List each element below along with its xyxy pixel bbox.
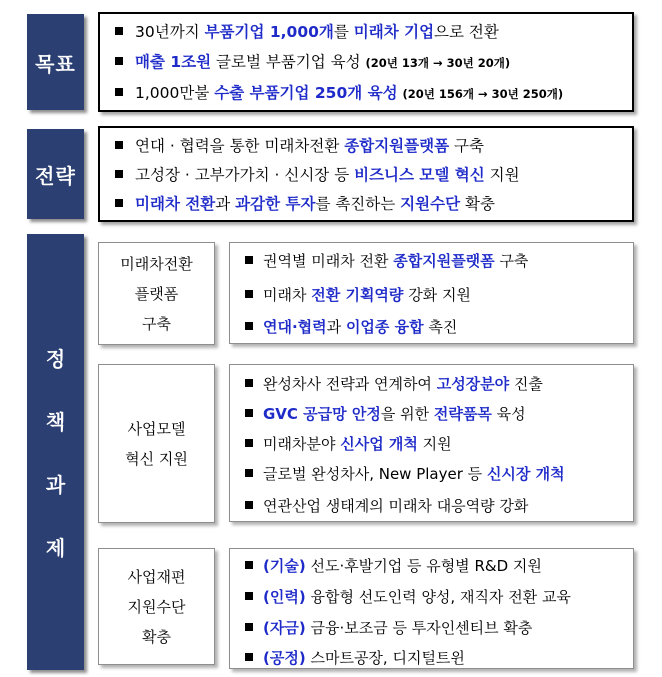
- plain-text: 완성차사 전략과 연계하여: [263, 375, 437, 393]
- plain-text: 으로 전환: [434, 23, 499, 41]
- plain-text: 촉진: [423, 318, 458, 336]
- plain-text: 연대 · 협력을 통한 미래차전환: [135, 137, 345, 155]
- plain-text: 금융·보조금 등 투자인센티브 확충: [305, 619, 533, 637]
- policy-group-label-line: 사업모델: [127, 419, 186, 438]
- bullet-icon: [115, 88, 123, 96]
- highlight-text: (기술): [263, 557, 306, 575]
- goal-heading: [27, 14, 84, 110]
- bullet-icon: [245, 653, 253, 661]
- bullet-icon: [115, 170, 123, 178]
- highlight-text: 과감한 투자: [235, 195, 316, 213]
- policy-item-text: [263, 316, 457, 337]
- plain-text: 과: [215, 195, 236, 213]
- policy-group-items: [229, 548, 634, 669]
- policy-item-text: [263, 433, 452, 454]
- highlight-text: 매출 1조원: [135, 53, 212, 71]
- plain-text: 스마트공장, 디지털트윈: [305, 649, 465, 667]
- goal-box: [98, 12, 634, 112]
- policy-group-label-line: 확충: [142, 627, 171, 646]
- bullet-icon: [245, 379, 253, 387]
- highlight-text: 미래차 기업: [353, 23, 435, 41]
- highlight-text: 고성장분야: [436, 375, 510, 393]
- bullet-icon: [245, 623, 253, 631]
- highlight-text: 종합지원플랫폼: [393, 252, 495, 270]
- policy-group-items: [229, 242, 634, 344]
- bullet-icon: [245, 501, 253, 509]
- policy-heading-char: 정: [45, 347, 66, 371]
- plain-text: 육성: [491, 405, 526, 423]
- policy-heading-char: 과: [45, 473, 66, 497]
- bullet-icon: [245, 322, 253, 330]
- policy-item-text: [263, 647, 465, 668]
- highlight-text: 비즈니스 모델 혁신: [354, 166, 485, 184]
- highlight-text: GVC 공급망 안정: [263, 405, 381, 423]
- policy-item-text: [263, 586, 571, 607]
- bullet-icon: [245, 256, 253, 264]
- strategy-item-text: [135, 192, 495, 214]
- policy-group-label: [98, 548, 215, 665]
- policy-group-label: [98, 242, 215, 345]
- plain-text: 확충: [460, 195, 495, 213]
- plain-text: 지원: [484, 166, 520, 184]
- policy-heading-char: 제: [45, 536, 66, 560]
- goal-item-text: [135, 81, 563, 103]
- note-text: (20년 156개 → 30년 250개): [402, 87, 564, 101]
- highlight-text: 지원수단: [400, 195, 461, 213]
- plain-text: 강화 지원: [403, 286, 471, 304]
- bullet-icon: [245, 290, 253, 298]
- bullet-icon: [245, 561, 253, 569]
- policy-group-label-line: 지원수단: [127, 597, 186, 616]
- goal-item-text: [135, 50, 510, 72]
- strategy-item-text: [135, 134, 484, 156]
- highlight-text: 신시장 개척: [486, 465, 565, 483]
- plain-text: 연관산업 생태계의 미래차 대응역량 강화: [263, 497, 529, 515]
- policy-heading-char: 책: [45, 410, 66, 434]
- bullet-icon: [115, 141, 123, 149]
- policy-item-text: [263, 284, 471, 305]
- bullet-icon: [115, 199, 123, 207]
- policy-group-label-line: 플랫폼: [134, 284, 179, 303]
- highlight-text: 부품기업 1,000개: [204, 23, 334, 41]
- plain-text: 구축: [449, 137, 484, 155]
- bullet-icon: [115, 27, 123, 35]
- policy-item-text: [263, 555, 542, 576]
- highlight-text: 미래차 전환: [135, 195, 216, 213]
- plain-text: 구축: [494, 252, 529, 270]
- highlight-text: 전략품목: [433, 405, 492, 423]
- bullet-icon: [115, 57, 123, 65]
- policy-item-text: [263, 373, 543, 394]
- highlight-text: 종합지원플랫폼: [344, 137, 450, 155]
- strategy-item-text: [135, 163, 520, 185]
- policy-group-label-line: 미래차전환: [120, 254, 193, 273]
- policy-group-label: [98, 364, 215, 523]
- highlight-text: 전환 기획역량: [311, 286, 404, 304]
- goal-item-text: [135, 20, 499, 42]
- policy-item-text: [263, 463, 565, 484]
- plain-text: 을 위한: [380, 405, 434, 423]
- bullet-icon: [245, 469, 253, 477]
- plain-text: 를 촉진하는: [315, 195, 401, 213]
- strategy-heading: [27, 129, 84, 219]
- plain-text: 30년까지: [135, 23, 205, 41]
- highlight-text: 신사업 개척: [340, 435, 418, 453]
- bullet-icon: [245, 592, 253, 600]
- highlight-text: (공정): [263, 649, 306, 667]
- goal-heading-text: 목표: [35, 51, 76, 76]
- policy-item-text: [263, 403, 526, 424]
- highlight-text: 연대·협력: [263, 318, 327, 336]
- plain-text: 선도·후발기업 등 유형별 R&D 지원: [305, 557, 542, 575]
- plain-text: 글로벌 완성차사, New Player 등: [263, 465, 487, 483]
- plain-text: 1,000만불: [135, 84, 215, 102]
- plain-text: 글로벌 부품기업 육성: [211, 53, 366, 71]
- plain-text: 권역별 미래차 전환: [263, 252, 394, 270]
- policy-item-text: [263, 617, 532, 638]
- policy-group-label-line: 구축: [142, 314, 171, 333]
- highlight-text: 수출 부품기업 250개 육성: [214, 84, 398, 102]
- highlight-text: 이업종 융합: [345, 318, 424, 336]
- strategy-heading-text: 전략: [35, 163, 76, 188]
- plain-text: 진출: [509, 375, 543, 393]
- bullet-icon: [245, 409, 253, 417]
- policy-group-label-line: 사업재편: [127, 567, 186, 586]
- highlight-text: (인력): [263, 588, 306, 606]
- plain-text: 미래차분야: [263, 435, 341, 453]
- highlight-text: (자금): [263, 619, 306, 637]
- policy-item-text: [263, 495, 528, 516]
- plain-text: 융합형 선도인력 양성, 재직자 전환 교육: [305, 588, 571, 606]
- policy-item-text: [263, 250, 528, 271]
- policy-group-items: [229, 364, 634, 522]
- note-text: (20년 13개 → 30년 20개): [365, 56, 511, 70]
- plain-text: 미래차: [263, 286, 312, 304]
- policy-group-label-line: 혁신 지원: [125, 449, 188, 468]
- strategy-box: [98, 126, 634, 222]
- plain-text: 과: [326, 318, 346, 336]
- plain-text: 고성장 · 고부가가치 · 신시장 등: [135, 166, 355, 184]
- plain-text: 지원: [417, 435, 452, 453]
- bullet-icon: [245, 439, 253, 447]
- plain-text: 를: [333, 23, 354, 41]
- policy-heading: [27, 234, 84, 670]
